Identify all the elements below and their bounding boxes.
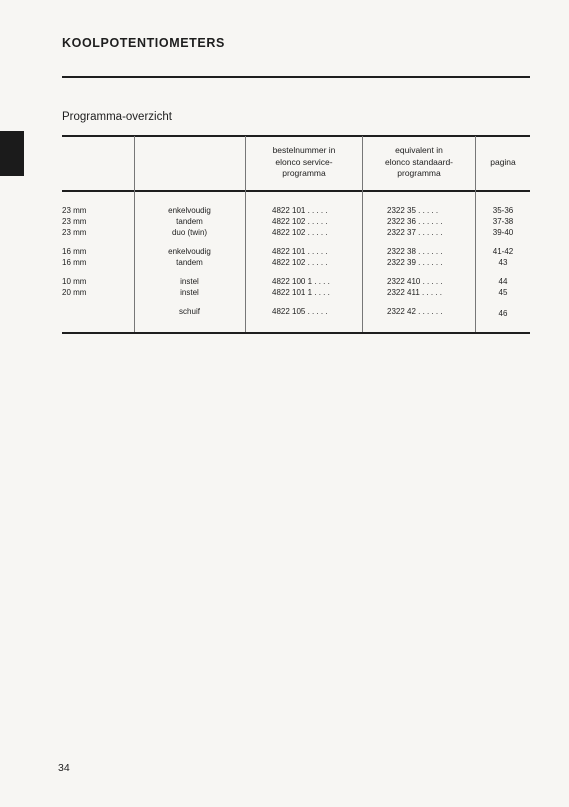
page-tab-marker <box>0 131 24 176</box>
table-rule-header <box>62 190 530 192</box>
order-number-cell: 4822 105 . . . . . <box>272 307 328 316</box>
page-ref-cell: 41-42 43 <box>492 247 514 267</box>
size-cell: 16 mm 16 mm <box>62 247 87 267</box>
equivalent-cell: 2322 35 . . . . . 2322 36 . . . . . . 2322 37 . . . . . . <box>387 206 443 237</box>
header-order-number: bestelnummer in elonco service- programma <box>272 145 336 178</box>
type-cell: enkelvoudig tandem duo (twin) <box>168 206 211 237</box>
table-rule-bottom <box>62 332 530 334</box>
equivalent-cell: 2322 38 . . . . . . 2322 39 . . . . . . <box>387 247 443 267</box>
order-number-cell: 4822 101 . . . . . 4822 102 . . . . . <box>272 247 328 267</box>
equivalent-cell: 2322 410 . . . . . 2322 411 . . . . . <box>387 277 443 297</box>
type-cell: enkelvoudig tandem <box>168 247 211 267</box>
equivalent-cell: 2322 42 . . . . . . <box>387 307 443 316</box>
page-number: 34 <box>58 762 70 774</box>
order-number-cell: 4822 101 . . . . . 4822 102 . . . . . 4822 102 . . . . . <box>272 206 328 237</box>
size-cell: 10 mm 20 mm <box>62 277 87 297</box>
header-equivalent: equivalent in elonco standaard- programma <box>384 145 454 178</box>
type-cell: schuif <box>179 307 200 316</box>
type-cell: instel instel <box>180 277 199 297</box>
page-ref-cell: 44 45 <box>498 277 508 297</box>
table-rule-top <box>62 135 530 137</box>
title-rule-top <box>62 76 530 78</box>
order-number-cell: 4822 100 1 . . . . 4822 101 1 . . . . <box>272 277 330 297</box>
size-cell: 23 mm 23 mm 23 mm <box>62 206 87 237</box>
page-ref-cell: 35-36 37-38 39-40 <box>492 206 514 237</box>
section-subtitle: Programma-overzicht <box>62 111 172 123</box>
page-ref-cell: 46 <box>498 309 508 318</box>
header-page: pagina <box>490 157 516 167</box>
page-title: KOOLPOTENTIOMETERS <box>62 36 225 50</box>
